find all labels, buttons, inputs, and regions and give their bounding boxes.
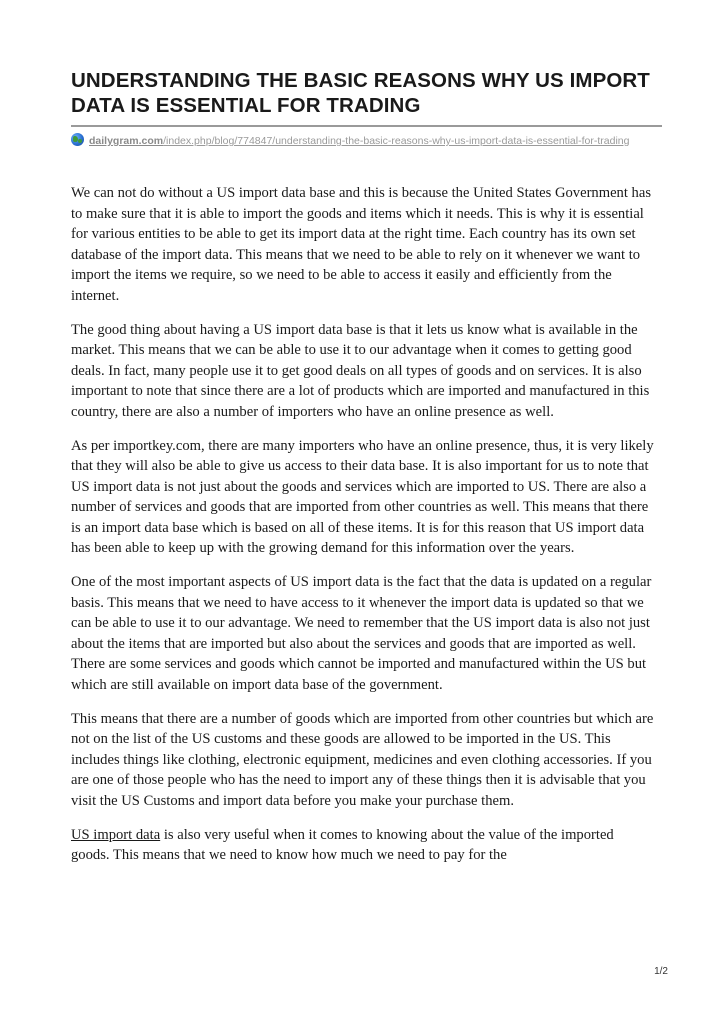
source-domain[interactable]: dailygram.com <box>89 135 164 147</box>
paragraph: This means that there are a number of goods which are imported from other countries but which are not on the list of the US customs and these goods are allowed to be imported in the US. This includes things like clothing, electronic equipment, medicines and even clothing accessories. If you are one of those people who has the need to import any of these things then it is advisable that you visit the US Customs and import data before you make your purchase them. <box>71 710 654 809</box>
us-import-data-link[interactable]: US import data <box>71 826 161 843</box>
paragraph: We can not do without a US import data base and this is because the United States Government has to make sure that it is able to import the goods and items which it needs. This is why it is essential for various entities to be able to get its import data at the right time. Each country has its own set database of the import data. This means that we need to be able to rely on it whenever we want to import the items we require, so we need to be able to access it easily and efficiently from the internet. <box>71 185 652 304</box>
paragraph: As per importkey.com, there are many importers who have an online presence, thus, it is very likely that they will also be able to give us access to their data base. It is also important for us to note that US import data is not just about the goods and services which are imported to US. There are also a number of services and goods that are imported from other countries as well. This means that there is an import data base which is based on all of these items. It is for this reason that US import data has been able to keep up with the growing demand for this information over the years. <box>71 437 654 556</box>
page-number: 1/2 <box>654 966 668 977</box>
globe-icon <box>71 133 84 146</box>
article-body <box>71 183 655 879</box>
title-divider <box>71 125 662 127</box>
page-title: UNDERSTANDING THE BASIC REASONS WHY US IMPORT DATA IS ESSENTIAL FOR TRADING <box>71 69 650 117</box>
paragraph-text: is also very useful when it comes to knowing about the value of the imported goods. This means that we need to know how much we need to pay for the <box>71 826 614 863</box>
source-path[interactable]: /index.php/blog/774847/understanding-the-basic-reasons-why-us-import-data-is-essential-for-trading <box>163 135 630 147</box>
source-url[interactable] <box>71 133 661 149</box>
paragraph: The good thing about having a US import data base is that it lets us know what is available in the market. This means that we can be able to use it to our advantage when it comes to getting good deals. In fact, many people use it to get good deals on all types of goods and on services. It is also important to note that since there are a lot of products which are imported and manufactured in this country, there are also a number of importers who have an online presence as well. <box>71 321 650 420</box>
paragraph-last <box>71 825 655 866</box>
paragraph: One of the most important aspects of US import data is the fact that the data is updated on a regular basis. This means that we need to have access to it whenever the import data is updated so that we can be able to use it to our advantage. We need to remember that the US import data is also not just about the items that are imported but also about the services and goods that are imported as well. There are some services and goods which cannot be imported and manufactured within the US but which are still available on import data base of the government. <box>71 574 652 693</box>
